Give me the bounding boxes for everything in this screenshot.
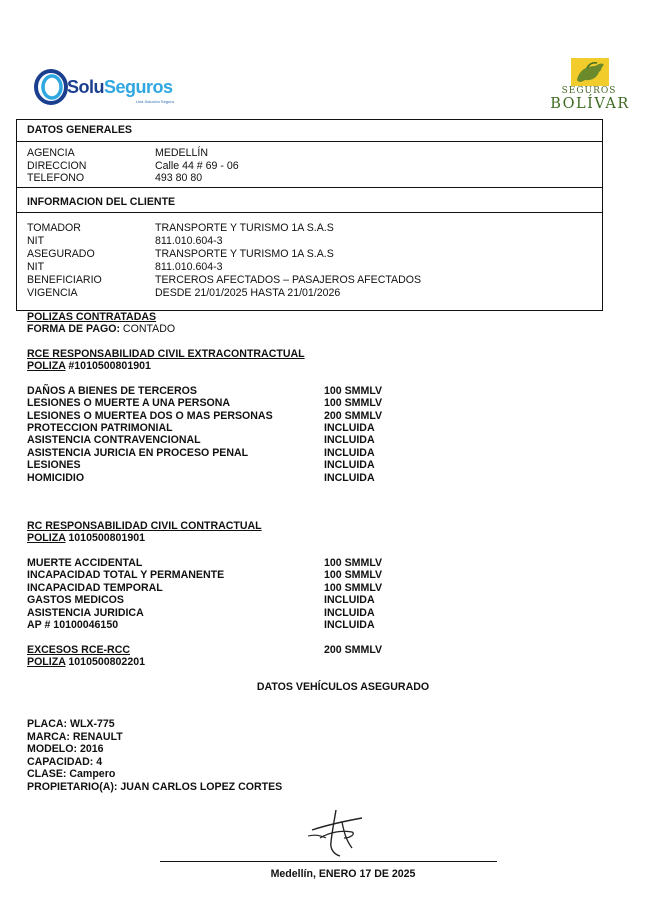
vigencia-label: VIGENCIA bbox=[27, 287, 78, 299]
rc-poliza-label: POLIZA bbox=[27, 532, 66, 544]
telefono-label: TELEFONO bbox=[27, 172, 85, 184]
rc-poliza-value: 1010500801901 bbox=[65, 532, 145, 544]
rce-cobertura-label: ASISTENCIA CONTRAVENCIONAL bbox=[27, 434, 201, 446]
rce-poliza-row bbox=[27, 360, 151, 373]
nit-asegurado-value: 811.010.604-3 bbox=[155, 261, 223, 273]
vehiculo-line: MODELO: 2016 bbox=[27, 743, 104, 755]
excesos-poliza-value: 1010500802201 bbox=[65, 656, 145, 668]
beneficiario-value: TERCEROS AFECTADOS – PASAJEROS AFECTADOS bbox=[155, 274, 422, 286]
bolivar-name-text: BOLÍVAR bbox=[550, 96, 630, 112]
rc-cobertura-value: INCLUIDA bbox=[324, 607, 375, 619]
tomador-value: TRANSPORTE Y TURISMO 1A S.A.S bbox=[155, 222, 334, 234]
solu-swirl-icon bbox=[34, 68, 68, 106]
rce-cobertura-label: LESIONES bbox=[27, 459, 81, 471]
beneficiario-label: BENEFICIARIO bbox=[27, 274, 102, 286]
rc-cobertura-value: 100 SMMLV bbox=[324, 582, 383, 594]
forma-pago-value: CONTADO bbox=[119, 323, 176, 335]
solu-logo-text: SoluSeguros bbox=[67, 77, 173, 97]
vigencia-value: DESDE 21/01/2025 HASTA 21/01/2026 bbox=[155, 287, 341, 299]
datos-generales-header-box bbox=[16, 119, 603, 142]
rce-cobertura-value: INCLUIDA bbox=[324, 459, 375, 471]
telefono-value: 493 80 80 bbox=[155, 172, 203, 184]
tomador-label: TOMADOR bbox=[27, 222, 81, 234]
seguros-bolivar-logo bbox=[544, 56, 636, 116]
direccion-label: DIRECCION bbox=[27, 160, 87, 172]
rce-cobertura-label: DAÑOS A BIENES DE TERCEROS bbox=[27, 385, 197, 397]
excesos-poliza-row bbox=[27, 656, 145, 669]
direccion-value: Calle 44 # 69 - 06 bbox=[155, 160, 239, 172]
nit-label: NIT bbox=[27, 235, 45, 247]
rce-cobertura-value: 100 SMMLV bbox=[324, 397, 383, 409]
solu-seguros-logo bbox=[34, 68, 184, 108]
rc-cobertura-value: INCLUIDA bbox=[324, 594, 375, 606]
rce-cobertura-value: INCLUIDA bbox=[324, 434, 375, 446]
nit-asegurado-label: NIT bbox=[27, 261, 45, 273]
solu-tagline: Una Solución Segura bbox=[136, 99, 174, 104]
rce-poliza-value: #1010500801901 bbox=[65, 360, 151, 372]
cliente-header-box bbox=[16, 187, 603, 213]
rce-cobertura-label: HOMICIDIO bbox=[27, 472, 85, 484]
vehiculo-line: PLACA: WLX-775 bbox=[27, 718, 115, 730]
excesos-title: EXCESOS RCE-RCC bbox=[27, 644, 131, 656]
forma-pago-row bbox=[27, 323, 175, 336]
agencia-value: MEDELLÍN bbox=[155, 147, 208, 159]
bolivar-horse-icon bbox=[569, 56, 611, 88]
vehiculo-line: CAPACIDAD: 4 bbox=[27, 756, 103, 768]
rce-cobertura-value: 100 SMMLV bbox=[324, 385, 383, 397]
vehiculo-line: MARCA: RENAULT bbox=[27, 731, 123, 743]
rc-cobertura-value: 100 SMMLV bbox=[324, 557, 383, 569]
polizas-heading: POLIZAS CONTRATADAS bbox=[27, 311, 157, 323]
cliente-heading: INFORMACION DEL CLIENTE bbox=[27, 196, 176, 208]
asegurado-value: TRANSPORTE Y TURISMO 1A S.A.S bbox=[155, 248, 334, 260]
rce-cobertura-value: INCLUIDA bbox=[324, 472, 375, 484]
excesos-poliza-label: POLIZA bbox=[27, 656, 66, 668]
rce-cobertura-value: 200 SMMLV bbox=[324, 410, 383, 422]
forma-pago-label: FORMA DE PAGO: bbox=[27, 323, 120, 335]
rc-cobertura-label: MUERTE ACCIDENTAL bbox=[27, 557, 143, 569]
vehiculo-line: CLASE: Campero bbox=[27, 768, 116, 780]
rc-cobertura-label: ASISTENCIA JURIDICA bbox=[27, 607, 144, 619]
rc-cobertura-label: AP # 10100046150 bbox=[27, 619, 119, 631]
signature-image bbox=[306, 808, 368, 860]
vehiculo-heading: DATOS VEHÍCULOS ASEGURADO bbox=[256, 681, 430, 693]
rce-cobertura-label: ASISTENCIA JURICIA EN PROCESO PENAL bbox=[27, 447, 249, 459]
cliente-box bbox=[16, 212, 603, 311]
rce-cobertura-value: INCLUIDA bbox=[324, 447, 375, 459]
rce-cobertura-label: PROTECCION PATRIMONIAL bbox=[27, 422, 173, 434]
rc-cobertura-label: INCAPACIDAD TEMPORAL bbox=[27, 582, 163, 594]
firma-fecha: Medellín, ENERO 17 DE 2025 bbox=[270, 868, 416, 880]
rce-poliza-label: POLIZA bbox=[27, 360, 66, 372]
excesos-value: 200 SMMLV bbox=[324, 644, 383, 656]
rc-title: RC RESPONSABILIDAD CIVIL CONTRACTUAL bbox=[27, 520, 262, 532]
rce-cobertura-label: LESIONES O MUERTE A UNA PERSONA bbox=[27, 397, 231, 409]
rc-poliza-row bbox=[27, 532, 145, 545]
datos-generales-box bbox=[16, 141, 603, 188]
agencia-label: AGENCIA bbox=[27, 147, 75, 159]
rce-cobertura-value: INCLUIDA bbox=[324, 422, 375, 434]
rc-cobertura-value: 100 SMMLV bbox=[324, 569, 383, 581]
rce-cobertura-label: LESIONES O MUERTEA DOS O MAS PERSONAS bbox=[27, 410, 273, 422]
asegurado-label: ASEGURADO bbox=[27, 248, 95, 260]
vehiculo-line: PROPIETARIO(A): JUAN CARLOS LOPEZ CORTES bbox=[27, 781, 283, 793]
nit-value: 811.010.604-3 bbox=[155, 235, 223, 247]
rc-cobertura-label: INCAPACIDAD TOTAL Y PERMANENTE bbox=[27, 569, 225, 581]
bolivar-top-text: SEGUROS bbox=[561, 86, 617, 96]
datos-generales-heading: DATOS GENERALES bbox=[27, 124, 132, 136]
rc-cobertura-value: INCLUIDA bbox=[324, 619, 375, 631]
rc-cobertura-label: GASTOS MEDICOS bbox=[27, 594, 124, 606]
rce-title: RCE RESPONSABILIDAD CIVIL EXTRACONTRACTUAL bbox=[27, 348, 305, 360]
signature-line bbox=[160, 861, 497, 862]
